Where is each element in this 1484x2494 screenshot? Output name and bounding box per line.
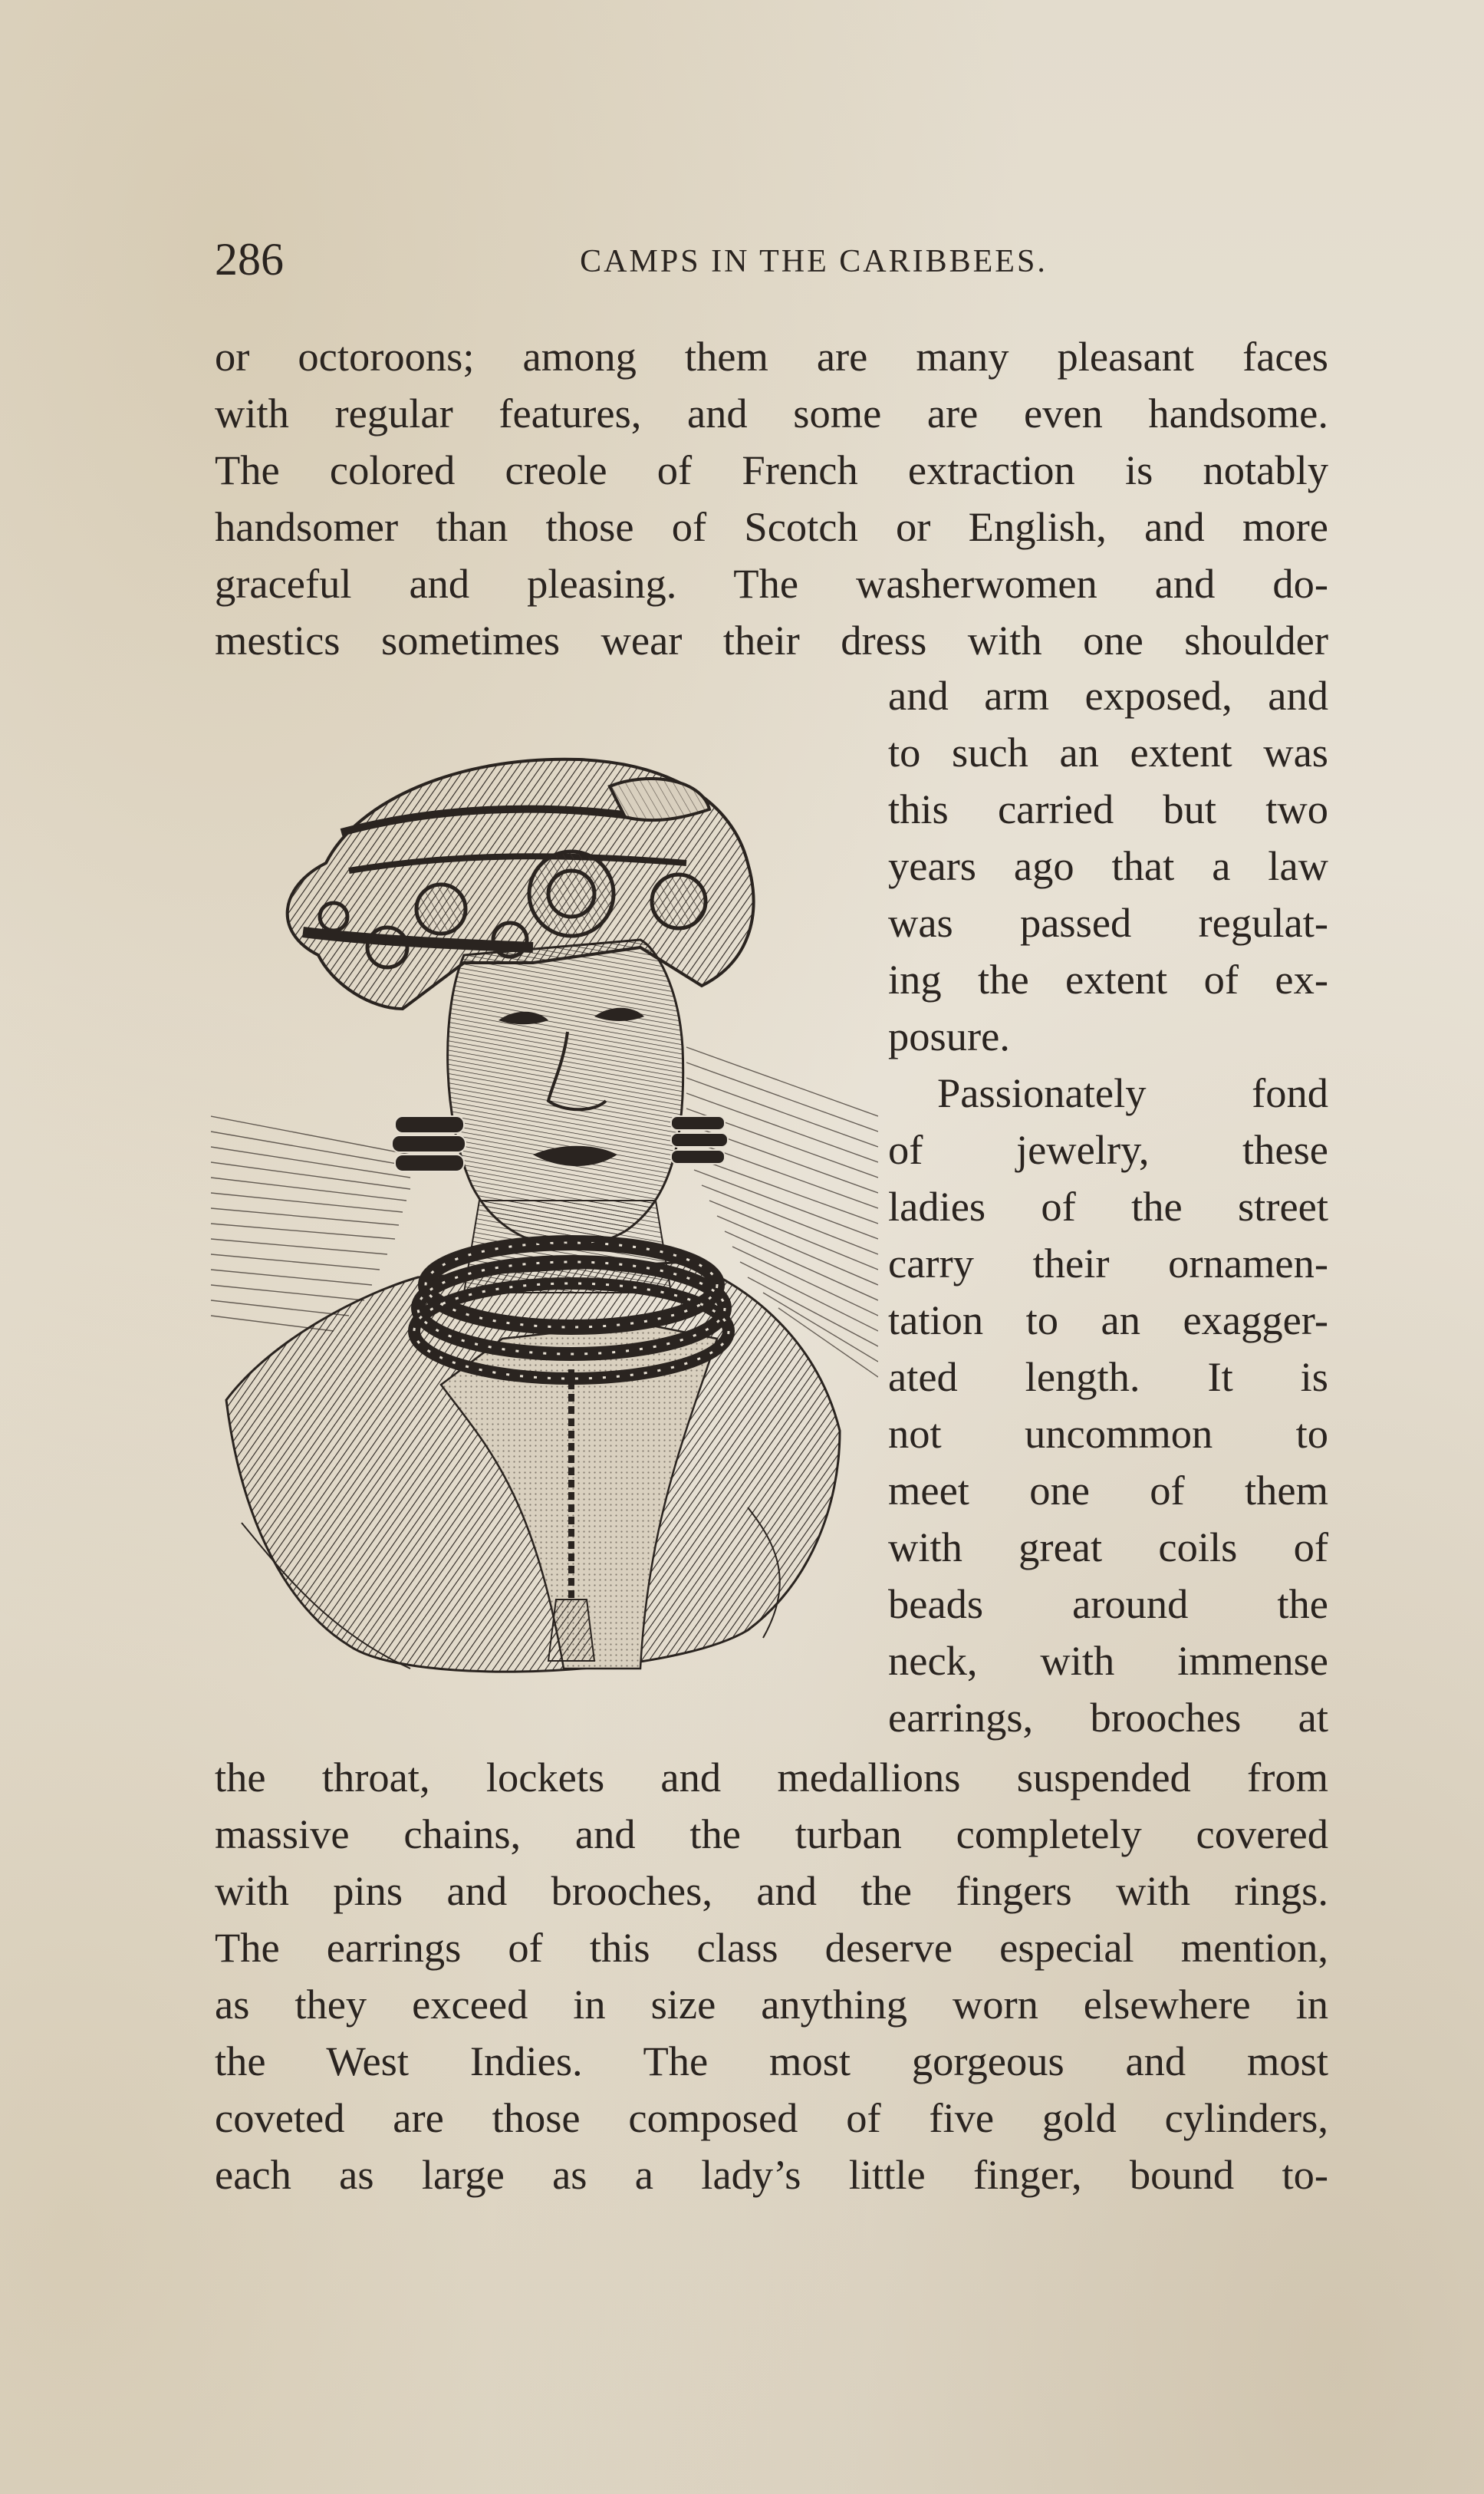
text-line: handsomer than those of Scotch or English, and more (215, 503, 1328, 550)
paragraph-top (215, 328, 1328, 669)
text-line: The colored creole of French extraction is notably (215, 446, 1328, 493)
running-head: CAMPS IN THE CARIBBEES. (580, 244, 1048, 279)
text-line: ladies of the street (888, 1183, 1328, 1230)
text-line: or octoroons; among them are many pleasant faces (215, 333, 1328, 380)
text-line: ated length. It is (888, 1353, 1328, 1400)
text-line: Passionately fond (937, 1069, 1328, 1116)
text-line: carry their ornamen- (888, 1240, 1328, 1287)
text-line: as they exceed in size anything worn elsewhere in (215, 1981, 1328, 2028)
paragraph-wrapped-text (888, 667, 1328, 1746)
text-line: coveted are those composed of five gold cylinders, (215, 2094, 1328, 2141)
text-line: to such an extent was (888, 729, 1328, 776)
text-line: with great coils of (888, 1524, 1328, 1570)
page-number: 286 (215, 234, 284, 285)
text-line: massive chains, and the turban completely covered (215, 1810, 1328, 1857)
text-line: years ago that a law (888, 842, 1328, 889)
text-line: with regular features, and some are even handsome. (215, 390, 1328, 437)
text-line: the West Indies. The most gorgeous and most (215, 2038, 1328, 2084)
text-line: this carried but two (888, 786, 1328, 832)
text-line: was passed regulat- (888, 899, 1328, 946)
engraving-illustration (211, 756, 878, 1688)
face (448, 940, 683, 1247)
text-line: earrings, brooches at (888, 1694, 1328, 1741)
text-line: tation to an exagger- (888, 1296, 1328, 1343)
text-line: posure. (888, 1013, 1010, 1059)
text-line: The earrings of this class deserve especial mention, (215, 1924, 1328, 1971)
paragraph-bottom (215, 1749, 1328, 2203)
text-line: ing the extent of ex- (888, 956, 1328, 1003)
text-line: not uncommon to (888, 1410, 1328, 1457)
text-line: meet one of them (888, 1467, 1328, 1514)
text-line: graceful and pleasing. The washerwomen and do- (215, 560, 1328, 607)
text-line: and arm exposed, and (888, 672, 1328, 719)
text-line: each as large as a lady’s little finger, bound to- (215, 2151, 1328, 2198)
text-line: of jewelry, these (888, 1126, 1328, 1173)
text-line: with pins and brooches, and the fingers with rings. (215, 1867, 1328, 1914)
text-line: beads around the (888, 1580, 1328, 1627)
page-header (215, 229, 1328, 290)
text-line: the throat, lockets and medallions suspended from (215, 1754, 1328, 1800)
text-line: neck, with immense (888, 1637, 1328, 1684)
text-line: mestics sometimes wear their dress with one shoulder (215, 617, 1328, 664)
